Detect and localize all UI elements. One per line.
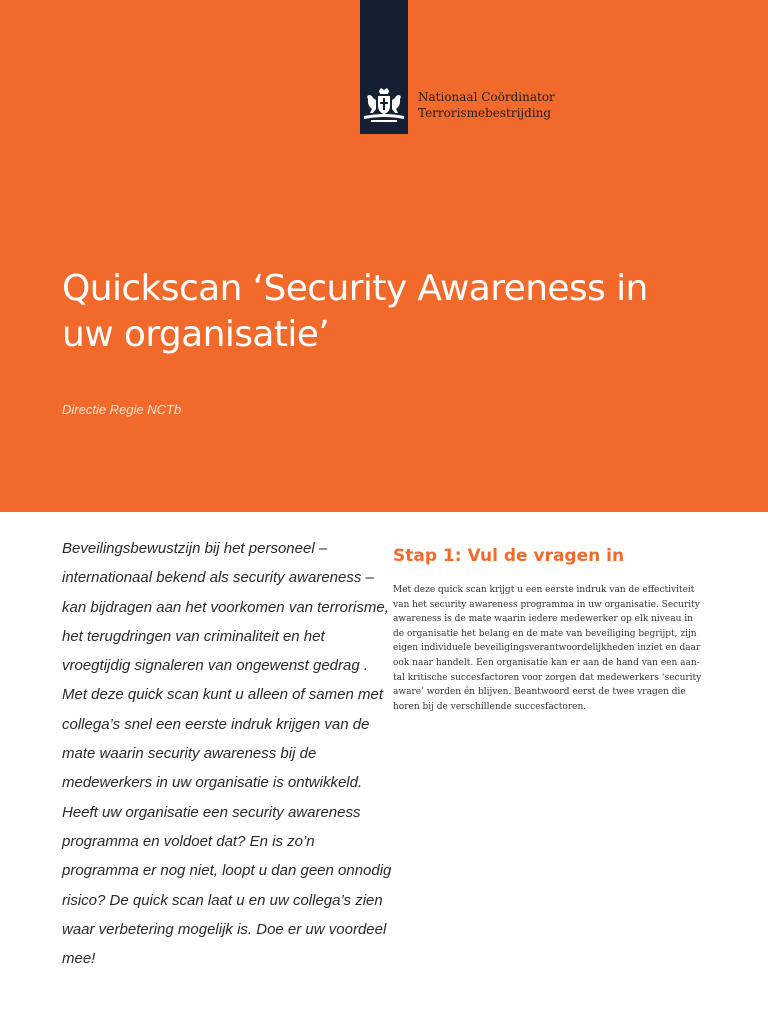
page-title-line1: Quickscan ‘Security Awareness in [62, 268, 648, 309]
intro-line: risico? De quick scan laat u en uw collega’s zien [62, 891, 383, 909]
step1-heading: Stap 1: Vul de vragen in [393, 546, 625, 566]
page-title [62, 266, 742, 358]
organization-name [418, 90, 555, 121]
intro-line: Met deze quick scan kunt u alleen of samen met [62, 686, 384, 704]
intro-line: het terugdringen van criminaliteit en het [62, 627, 325, 645]
step1-line: eigen individuele beveiligingsverantwoordelijkheden inziet en daar [393, 643, 701, 654]
step1-line: aware’ worden én blijven. Beantwoord eerst de twee vragen die [393, 687, 686, 698]
intro-line: medewerkers in uw organisatie is ontwikkeld. [62, 774, 363, 792]
step1-line: ook naar handelt. Een organisatie kan er aan de hand van een aan- [393, 657, 700, 668]
step1-line: de organisatie het belang en de mate van beveiliging begrijpt, zijn [393, 628, 697, 639]
step1-line: tal kritische succesfactoren voor zorgen dat medewerkers ‘security [393, 672, 702, 683]
government-crest-icon [361, 87, 407, 125]
intro-line: mate waarin security awareness bij de [62, 745, 317, 763]
intro-text [62, 534, 392, 973]
intro-line: Heeft uw organisatie een security awareness [62, 803, 361, 821]
intro-line: Beveilingsbewustzijn bij het personeel – [62, 540, 328, 557]
intro-line: vroegtijdig signaleren van ongewenst gedrag . [62, 657, 369, 675]
step1-line: awareness is de mate waarin iedere medewerker op elk niveau in [393, 614, 693, 625]
step1-line: horen bij de verschillende succesfactoren. [393, 701, 587, 712]
intro-line: internationaal bekend als security awareness – [62, 569, 374, 587]
intro-line: waar verbetering mogelijk is. Doe er uw voordeel [62, 920, 387, 938]
intro-line: kan bijdragen aan het voorkomen van terrorisme, [62, 598, 389, 616]
organization-name-line2: Terrorismebestrijding [418, 105, 552, 120]
intro-line: collega’s snel een eerste indruk krijgen van de [62, 715, 370, 733]
intro-line: mee! [62, 950, 96, 968]
organization-name-line1: Nationaal Coördinator [418, 90, 555, 104]
page-subtitle: Directie Regie NCTb [62, 402, 182, 417]
step1-body [393, 583, 713, 714]
step1-line: van het security awareness programma in uw organisatie. Security [393, 599, 700, 610]
page-title-line2: uw organisatie’ [62, 314, 330, 355]
intro-line: programma en voldoet dat? En is zo’n [62, 832, 315, 850]
intro-line: programma er nog niet, loopt u dan geen onnodig [62, 862, 392, 880]
step1-line: Met deze quick scan krijgt u een eerste indruk van de effectiviteit [393, 585, 695, 595]
